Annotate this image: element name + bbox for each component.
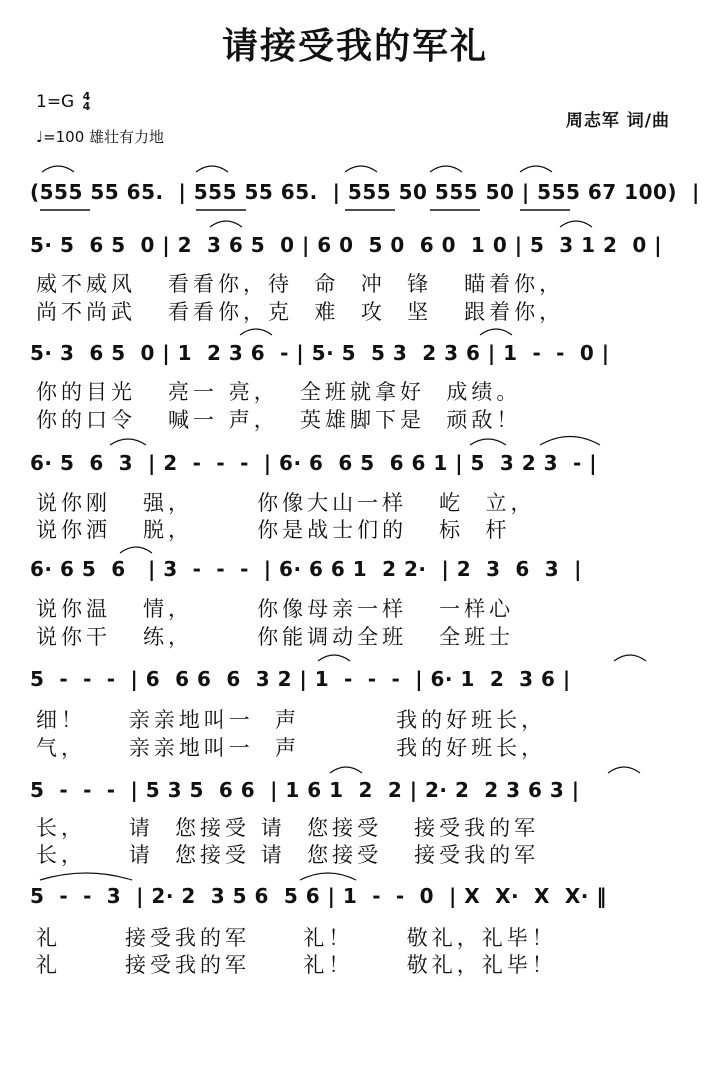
credit: 周志军 词/曲 (565, 111, 670, 131)
time-signature-bottom: 4 (82, 100, 91, 113)
lyric-verse-1: 礼 接受我的军 礼！ 敬礼，礼毕！ (36, 926, 557, 950)
notation-line: 5· 5 6 5 0 | 2 3 6 5 0 | 6 0 5 0 6 0 1 0 | 5 3 1 2 0 | (30, 233, 663, 257)
tempo-marking: ♩=100 雄壮有力地 (36, 128, 165, 146)
lyric-verse-1: 说你刚 强， 你像大山一样 屹 立， (36, 491, 536, 515)
song-title: 请接受我的军礼 (221, 26, 488, 67)
notation-line: 5· 3 6 5 0 | 1 2 3 6 - | 5· 5 5 3 2 3 6 | 1 - - 0 | (30, 341, 610, 365)
time-signature (83, 92, 91, 112)
slur (210, 221, 242, 227)
slur (608, 767, 640, 773)
notation-line: 6· 5 6 3 | 2 - - - | 6· 6 6 5 6 6 1 | 5 3 2 3 - | (30, 451, 598, 475)
lyric-verse-1: 你的目光 亮一 亮， 全班就拿好 成绩。 (36, 380, 522, 404)
slur (40, 873, 132, 880)
triplet-slur (520, 166, 552, 172)
lyric-verse-2: 长， 请 您接受 请 您接受 接受我的军 (36, 843, 540, 867)
lyric-verse-1: 说你温 情， 你像母亲一样 一样心 (36, 597, 515, 621)
notation-line: 5 - - - | 5 3 5 6 6 | 1 6 1 2 2 | 2· 2 2 3 6 3 | (30, 778, 580, 802)
notation-line: 5 - - - | 6 6 6 6 3 2 | 1 - - - | 6· 1 2 3 6 | (30, 667, 571, 691)
key-signature (36, 92, 90, 112)
lyric-verse-2: 尚不尚武 看看你，克 难 攻 坚 跟着你， (36, 300, 565, 324)
notation-line: (555 55 65. | 555 55 65. | 555 50 555 50 | 555 67 100) | (30, 180, 700, 204)
slur (540, 437, 600, 446)
lyric-verse-2: 你的口令 喊一 声， 英雄脚下是 顽敌！ (36, 408, 522, 432)
triplet-slur (345, 166, 377, 172)
lyric-verse-2: 气， 亲亲地叫一 声 我的好班长， (36, 736, 547, 760)
slur (470, 439, 506, 445)
slur (318, 655, 350, 661)
lyric-verse-1: 细！ 亲亲地叫一 声 我的好班长， (36, 708, 547, 732)
lyric-verse-2: 礼 接受我的军 礼！ 敬礼，礼毕！ (36, 953, 557, 977)
slur (560, 221, 592, 227)
notation-line: 6· 6 5 6 | 3 - - - | 6· 6 6 1 2 2· | 2 3 6 3 | (30, 557, 582, 581)
slur (120, 547, 152, 553)
lyric-verse-1: 威不威风 看看你，待 命 冲 锋 瞄着你， (36, 272, 565, 296)
key-label: 1=G (36, 92, 75, 112)
lyric-verse-2: 说你洒 脱， 你是战士们的 标 杆 (36, 518, 511, 542)
triplet-slur (42, 166, 74, 172)
slur (614, 655, 646, 661)
lyric-verse-1: 长， 请 您接受 请 您接受 接受我的军 (36, 816, 540, 840)
lyric-verse-2: 说你干 练， 你能调动全班 全班士 (36, 625, 515, 649)
triplet-slur (196, 166, 228, 172)
slur (300, 873, 356, 880)
slur (330, 767, 362, 773)
time-signature-top: 4 (82, 90, 91, 103)
triplet-slur (430, 166, 462, 172)
notation-line: 5 - - 3 | 2· 2 3 5 6 5 6 | 1 - - 0 | X X· X X· ‖ (30, 884, 607, 908)
slur (110, 439, 146, 445)
slur (480, 329, 512, 335)
slur (240, 329, 272, 335)
